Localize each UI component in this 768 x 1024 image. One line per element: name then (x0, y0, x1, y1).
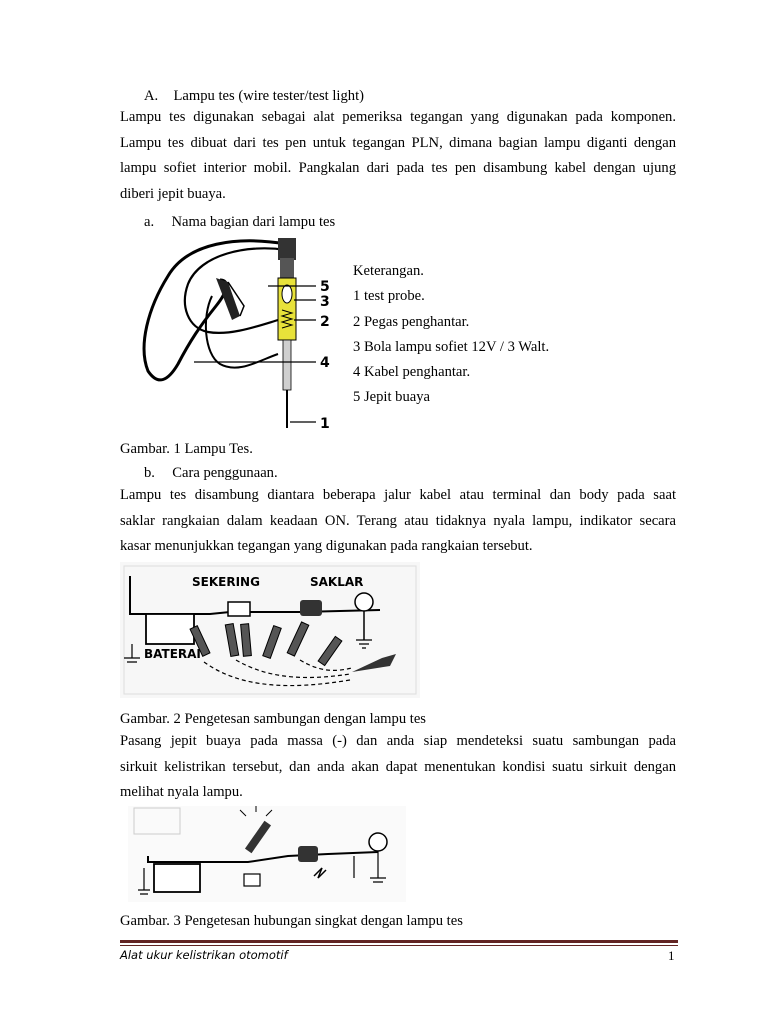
fuse-label: SEKERING (192, 575, 260, 589)
callout-5: 5 (320, 279, 330, 295)
battery-label: BATERAI (144, 647, 201, 661)
sub-title: Nama bagian dari lampu tes (171, 214, 336, 230)
cable-inner-loop (185, 248, 286, 333)
subheading-b (144, 464, 278, 482)
footer-rule-thick (120, 940, 678, 943)
fuse (228, 602, 250, 616)
usage-paragraph (120, 483, 676, 560)
fuse (244, 874, 260, 886)
continuity-test-figure (120, 562, 420, 698)
page-number: 1 (668, 948, 675, 963)
section-title: Lampu tes (wire tester/test light) (173, 88, 364, 104)
switch (298, 846, 318, 862)
paragraph-line: Lampu tes disambung diantara beberapa jalur kabel atau terminal dan body pada saat (120, 487, 676, 503)
figure-caption: Gambar. 1 Lampu Tes. (120, 441, 253, 457)
switch-label: SAKLAR (310, 575, 364, 589)
bulb (282, 285, 292, 303)
connection-paragraph (120, 729, 676, 806)
figure-legend (353, 262, 549, 414)
legend-item: 5 Jepit buaya (353, 389, 431, 406)
short-circuit-figure (128, 806, 406, 902)
callout-3: 3 (320, 294, 330, 310)
lamp-load (369, 833, 387, 851)
legend-item: 1 test probe. (353, 288, 425, 305)
callout-4: 4 (320, 355, 330, 371)
legend-title: Keterangan. (353, 263, 424, 279)
sub-marker: a. (144, 214, 155, 230)
paragraph-line: Lampu tes digunakan sebagai alat pemeriksa tegangan yang digunakan pada komponen. (120, 109, 676, 125)
subheading-a (144, 213, 335, 231)
battery (146, 614, 194, 644)
battery (154, 864, 200, 892)
probe-cap (278, 238, 296, 260)
lamp-load (355, 593, 373, 611)
section-heading (144, 87, 364, 105)
callout-1: 1 (320, 416, 330, 432)
intro-paragraph (120, 105, 676, 207)
paragraph-line: diberi jepit buaya. (120, 185, 226, 202)
paragraph-line: sirkuit kelistrikan tersebut, dan anda akan dapat menentukan kondisi suatu sirkuit dengan (120, 758, 676, 775)
test-lamp-figure (128, 236, 338, 432)
paragraph-line: saklar rangkaian dalam keadaan ON. Terang atau tidaknya nyala lampu, indikator secara (120, 512, 676, 529)
sub-marker: b. (144, 465, 155, 481)
figure-caption: Gambar. 2 Pengetesan sambungan dengan lampu tes (120, 711, 426, 727)
legend-item: 4 Kabel penghantar. (353, 364, 471, 381)
legend-item: 3 Bola lampu sofiet 12V / 3 Walt. (353, 338, 550, 355)
paragraph-line: Lampu tes dibuat dari tes pen untuk tegangan PLN, dimana bagian lampu diganti dengan (120, 134, 676, 151)
paragraph-line: melihat nyala lampu. (120, 784, 243, 800)
sub-title: Cara penggunaan. (172, 465, 278, 481)
section-marker: A. (144, 88, 159, 104)
switch (300, 600, 322, 616)
callout-2: 2 (320, 314, 330, 330)
paragraph-line: lampu sofiet interior mobil. Pangkalan dari pada tes pen disambung kabel dengan ujung (120, 160, 676, 176)
figure-caption: Gambar. 3 Pengetesan hubungan singkat dengan lampu tes (120, 913, 463, 929)
paragraph-line: kasar menunjukkan tegangan yang digunakan pada rangkaian tersebut. (120, 538, 533, 554)
legend-item: 2 Pegas penghantar. (353, 313, 470, 330)
footer-title: Alat ukur kelistrikan otomotif (120, 948, 288, 962)
paragraph-line: Pasang jepit buaya pada massa (-) dan anda siap mendeteksi suatu sambungan pada (120, 733, 676, 749)
footer-rule-thin (120, 945, 678, 946)
